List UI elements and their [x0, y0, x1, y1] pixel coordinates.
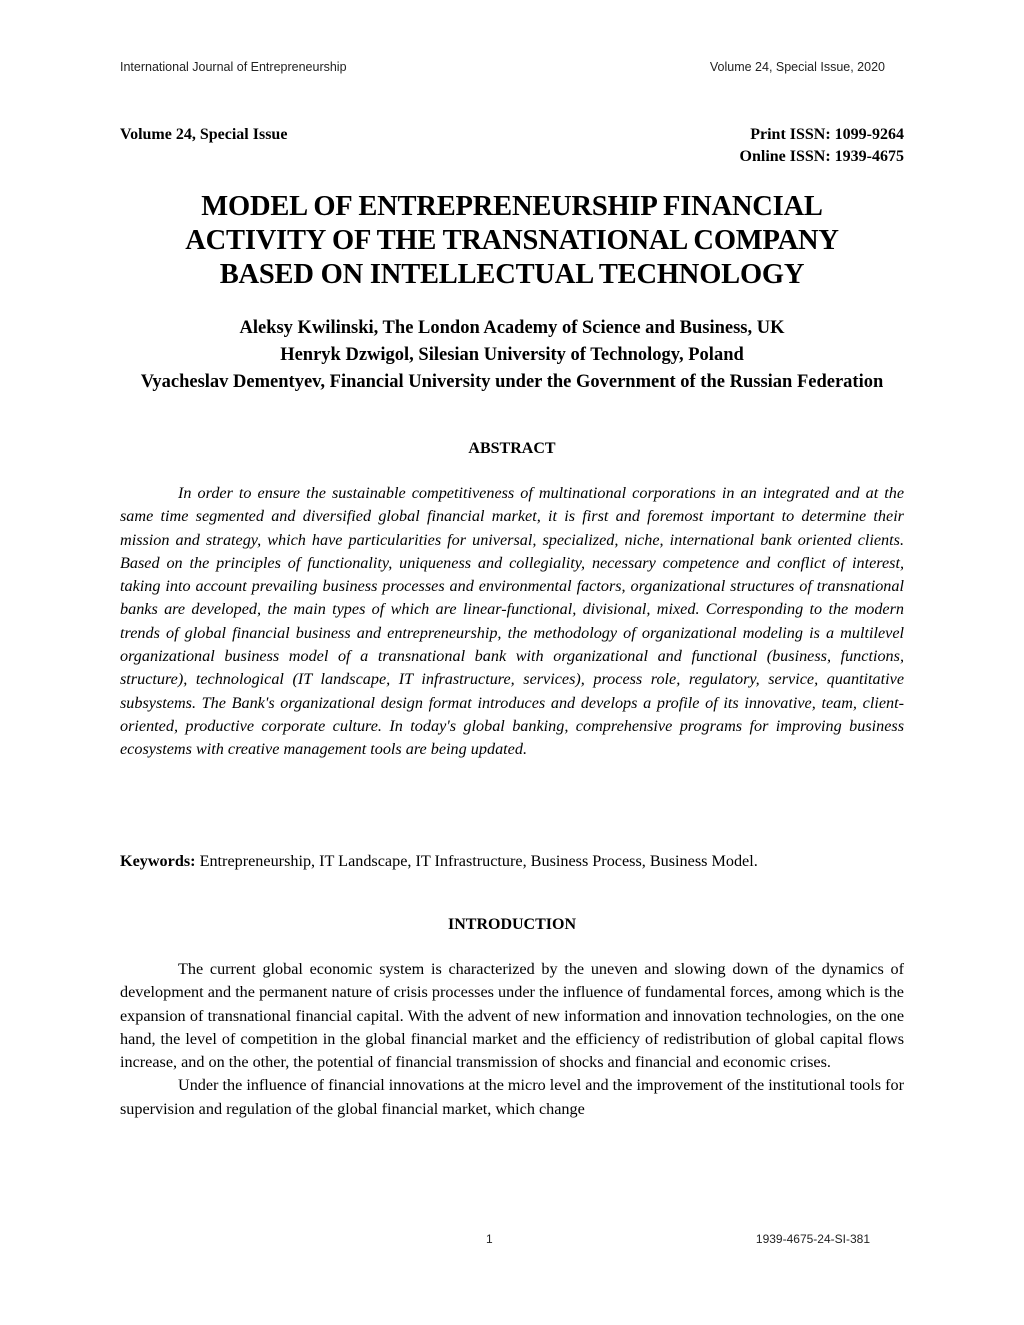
online-issn: Online ISSN: 1939-4675: [739, 148, 904, 165]
keywords: [120, 850, 904, 873]
paper-title: [120, 190, 904, 292]
keywords-text: Entrepreneurship, IT Landscape, IT Infrastructure, Business Process, Business Model.: [199, 852, 758, 870]
introduction-body: [120, 958, 904, 1121]
running-header: [120, 60, 885, 74]
author-affiliation: Aleksy Kwilinski, The London Academy of Science and Business, UK: [239, 318, 785, 338]
page-number: 1: [486, 1232, 493, 1246]
title-line: BASED ON INTELLECTUAL TECHNOLOGY: [219, 259, 805, 290]
issue-info: [120, 124, 904, 168]
issn-block: [740, 124, 904, 168]
title-line: ACTIVITY OF THE TRANSNATIONAL COMPANY: [185, 225, 839, 256]
title-line: MODEL OF ENTREPRENEURSHIP FINANCIAL: [201, 191, 823, 222]
author-affiliation: Vyacheslav Dementyev, Financial University under the Government of the Russian Federation: [140, 372, 884, 392]
journal-name: International Journal of Entrepreneurship: [120, 60, 347, 74]
body-paragraph: The current global economic system is characterized by the uneven and slowing down of the dynamics of development and the permanent nature of crisis processes under the influence of fundamental forces, among which is the expansion of transnational financial capital. With the advent of new information and innovation technologies, on the one hand, the level of competition in the global financial market and the efficiency of redistribution of global capital flows increase, and on the other, the potential of financial transmission of shocks and financial and economic crises.: [120, 960, 904, 1072]
body-paragraph: Under the influence of financial innovations at the micro level and the improvement of the institutional tools for supervision and regulation of the global financial market, which change: [120, 1076, 904, 1118]
document-id: 1939-4675-24-SI-381: [755, 1232, 870, 1246]
issue-volume: Volume 24, Special Issue: [120, 126, 288, 143]
print-issn: Print ISSN: 1099-9264: [750, 126, 904, 143]
keywords-label: Keywords:: [120, 852, 196, 870]
abstract-heading: ABSTRACT: [468, 440, 556, 457]
introduction-heading: INTRODUCTION: [447, 916, 576, 933]
author-list: [110, 315, 914, 396]
abstract-text: In order to ensure the sustainable competitiveness of multinational corporations in an integrated and at the same time segmented and diversified global financial market, it is first and foremost important to determine their mission and strategy, which have particularities for universal, specialized, niche, international bank oriented clients. Based on the principles of functionality, uniqueness and collegiality, necessary competence and conflict of interest, taking into account prevailing business processes and environmental factors, organizational structures of transnational banks are developed, the main types of which are linear-functional, divisional, mixed. Corresponding to the modern trends of global financial business and entrepreneurship, the methodology of organizational modeling is a multilevel organizational business model of a transnational bank with organizational and functional (business, functions, structure), technological (IT landscape, IT infrastructure, services), process role, regulatory, service, quantitative subsystems. The Bank's organizational design format introduces and develops a profile of its innovative, team, client-oriented, productive corporate culture. In today's global banking, comprehensive programs for improving business ecosystems with creative management tools are being updated.: [120, 484, 904, 759]
volume-info: Volume 24, Special Issue, 2020: [709, 60, 885, 74]
author-affiliation: Henryk Dzwigol, Silesian University of Technology, Poland: [280, 345, 744, 365]
